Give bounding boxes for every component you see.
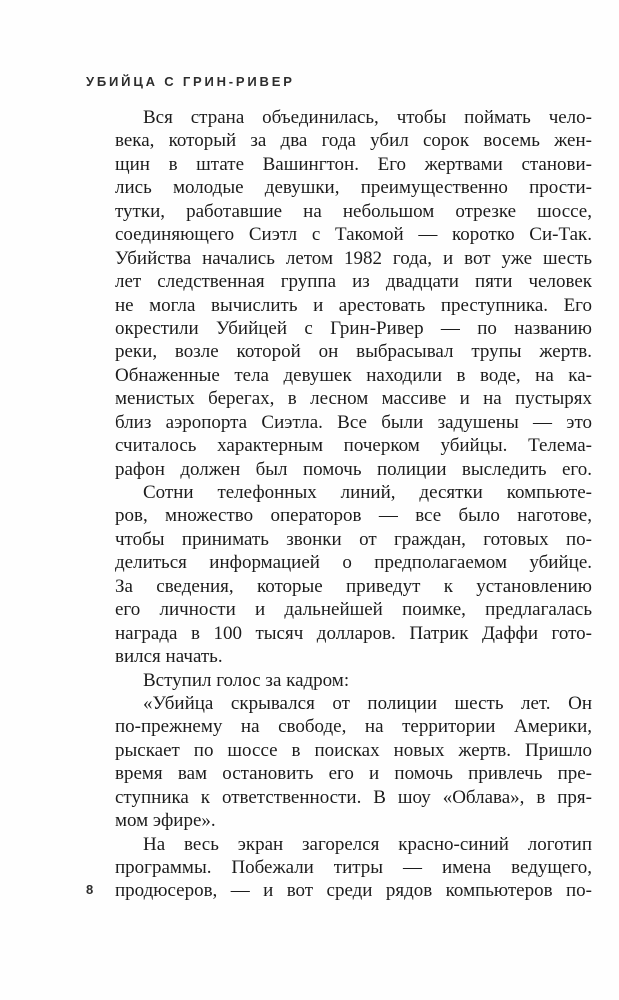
text-block (115, 106, 592, 903)
text-line: продюсеров, — и вот среди рядов компьютеров по- (115, 880, 592, 902)
text-line: века, который за два года убил сорок восемь жен- (115, 130, 592, 152)
text-line: За сведения, которые приведут к установлению (115, 575, 592, 597)
text-line: награда в 100 тысяч долларов. Патрик Даффи гото- (115, 622, 592, 644)
paragraph (115, 481, 592, 669)
text-line: делиться информацией о предполагаемом убийце. (115, 552, 592, 574)
text-line: Сотни телефонных линий, десятки компьюте- (143, 482, 592, 503)
text-line: вился начать. (115, 646, 223, 668)
paragraph (115, 669, 592, 692)
text-line: лись молодые девушки, преимущественно прости- (115, 177, 592, 199)
text-line: по-прежнему на свободе, на территории Америки, (115, 716, 592, 738)
text-line: менистых берегах, в лесном массиве и на пустырях (115, 388, 592, 410)
text-line: считалось характерным почерком убийцы. Телема- (115, 435, 592, 457)
text-line: не могла вычислить и арестовать преступника. Его (115, 294, 592, 316)
text-line: Вступил голос за кадром: (143, 669, 350, 691)
text-line: окрестили Убийцей с Грин-Ривер — по названию (115, 317, 592, 339)
text-line: Обнаженные тела девушек находили в воде, на ка- (115, 364, 592, 386)
text-line: Вся страна объединилась, чтобы поймать чело- (143, 107, 592, 128)
text-line: На весь экран загорелся красно-синий логотип (143, 833, 592, 855)
text-line: близ аэропорта Сиэтла. Все были задушены — это (115, 411, 592, 433)
paragraph (115, 692, 592, 833)
paragraph (115, 833, 592, 903)
text-line: время вам остановить его и помочь привлечь пре- (115, 763, 592, 785)
text-line: лет следственная группа из двадцати пяти человек (115, 271, 592, 293)
text-line: ров, множество операторов — все было наготове, (115, 505, 592, 527)
text-line: его личности и дальнейшей поимке, предлагалась (115, 599, 592, 621)
running-head: УБИЙЦА С ГРИН-РИВЕР (86, 74, 295, 89)
page-number: 8 (86, 882, 94, 897)
paragraph (115, 106, 592, 481)
text-line: рыскает по шоссе в поисках новых жертв. Пришло (115, 739, 592, 761)
text-line: тутки, работавшие на небольшом отрезке шоссе, (115, 200, 592, 222)
text-line: мом эфире». (115, 810, 216, 832)
text-line: «Убийца скрывался от полиции шесть лет. Он (143, 692, 592, 714)
text-line: рафон должен был помочь полиции выследить его. (115, 458, 592, 480)
text-line: соединяющего Сиэтл с Такомой — коротко Си-Так. (115, 224, 592, 246)
text-line: реки, возле которой он выбрасывал трупы жертв. (115, 341, 592, 363)
text-line: ступника к ответственности. В шоу «Облава», в пря- (115, 786, 592, 808)
text-line: чтобы принимать звонки от граждан, готовых по- (115, 528, 592, 550)
text-line: программы. Побежали титры — имена ведущего, (115, 857, 592, 878)
text-line: Убийства начались летом 1982 года, и вот уже шесть (115, 247, 592, 269)
text-line: щин в штате Вашингтон. Его жертвами станови- (115, 153, 592, 175)
